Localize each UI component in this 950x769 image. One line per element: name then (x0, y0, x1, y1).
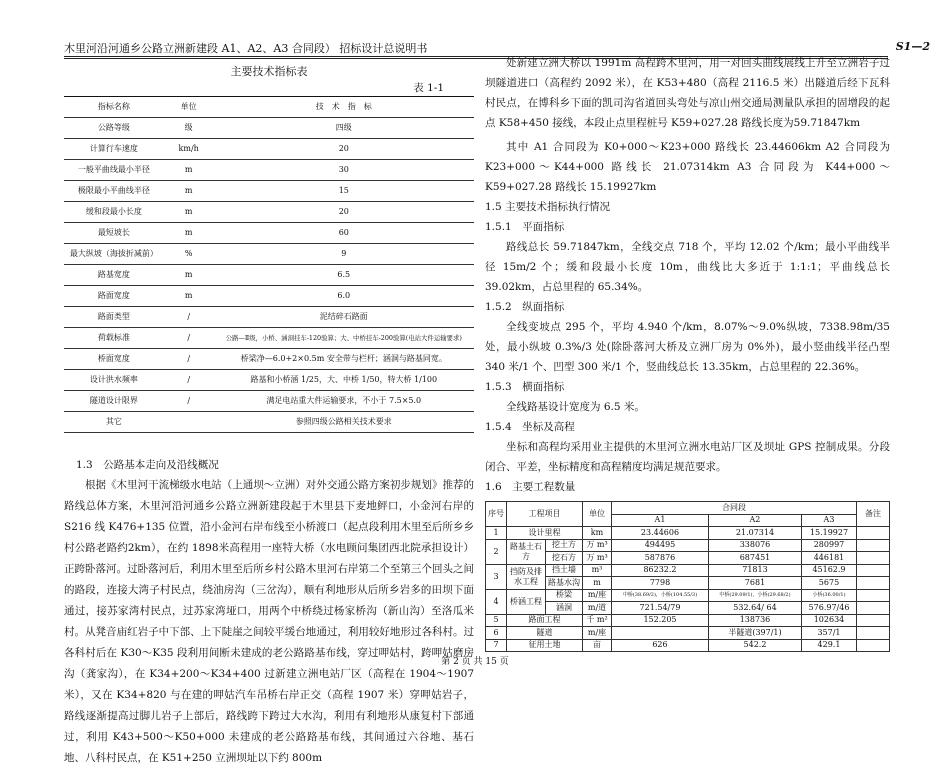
table-cell: 参照四级公路相关技术要求 (214, 412, 474, 433)
table-cell: 指标名称 (64, 97, 164, 118)
cell: 挖土方 (546, 539, 583, 552)
cell: 桥梁 (546, 589, 583, 602)
cell: 6 (486, 627, 507, 640)
cell: 86232.2 (612, 564, 709, 577)
table-cell: % (164, 244, 214, 265)
table-cell: 路基宽度 (64, 265, 164, 286)
table-row (486, 639, 890, 652)
cell: 设计里程 (507, 527, 583, 540)
cell: m/道 (583, 602, 612, 615)
route-paragraph: 处新建立洲大桥以 1991m 高程跨木里河，用一对回头曲线展线上升至立洲岩子过坝隧道进口（高程约 2092 米），在 K53+480（高程 2116.5 米）出隧道后经下瓦科村民点，在博科乡下面的凯司沟省道回头弯处与凉山州交通局测量队承担的固增段的起点 K58+450 接线，本段止点里程桩号 K59+027.28 路线长度为59.71847km (485, 57, 890, 129)
cell: 5 (486, 614, 507, 627)
table-row (486, 627, 890, 640)
header-contract: 合同段 (612, 502, 857, 515)
tech-indicator-table (64, 96, 474, 433)
table-cell: 设计洪水频率 (64, 370, 164, 391)
table-row (486, 602, 890, 615)
section-1-5-title: 1.5 主要技术指标执行情况 (485, 201, 611, 213)
table-cell: 技 术 指 标 (214, 97, 474, 118)
table-row (486, 502, 890, 515)
cell: 2 (486, 539, 507, 564)
section-1-5-3-title: 1.5.3 横面指标 (485, 381, 565, 393)
cell: 桥涵工程 (507, 589, 546, 614)
table-cell: m (164, 202, 214, 223)
section-1-5-4-title: 1.5.4 坐标及高程 (485, 421, 575, 433)
quantities-table (485, 501, 890, 652)
cell: 万 m³ (583, 539, 612, 552)
table-cell: 公路等级 (64, 118, 164, 139)
header-title: 木里河沿河通乡公路立洲新建段 A1、A2、A3 合同段） 招标设计总说明书 (64, 42, 428, 55)
table-row (64, 391, 474, 412)
table-cell: 桥梁净—6.0+2×0.5m 安全带与栏杆；涵洞与路基同宽。 (214, 349, 474, 370)
cell: 429.1 (801, 639, 856, 652)
cell: 千 m² (583, 614, 612, 627)
cell: 挡防及排水工程 (507, 564, 546, 589)
cell (857, 577, 890, 590)
cell: 138736 (708, 614, 801, 627)
table-cell (164, 412, 214, 433)
cell: 中桥(38.69/2)，小桥(104.55/3) (612, 589, 709, 602)
table-row (64, 349, 474, 370)
cell: 亩 (583, 639, 612, 652)
table-row (64, 139, 474, 160)
cell: 5675 (801, 577, 856, 590)
cell: 3 (486, 564, 507, 589)
section-1-6-title: 1.6 主要工程数量 (485, 481, 576, 493)
cell: 687451 (708, 552, 801, 565)
table-row (64, 202, 474, 223)
table-cell: 单位 (164, 97, 214, 118)
table-cell: / (164, 328, 214, 349)
cell (857, 552, 890, 565)
cell (857, 564, 890, 577)
cell: 587876 (612, 552, 709, 565)
cell: 万 m³ (583, 552, 612, 565)
cell (857, 627, 890, 640)
table-row (64, 307, 474, 328)
table-row (64, 244, 474, 265)
table1-number: 表 1-1 (413, 82, 444, 94)
table-cell: 泥结碎石路面 (214, 307, 474, 328)
table-row (64, 265, 474, 286)
cell: 152.205 (612, 614, 709, 627)
table-cell: 一般平曲线最小半径 (64, 160, 164, 181)
cell: 7681 (708, 577, 801, 590)
cell: m/座 (583, 589, 612, 602)
table-row (486, 552, 890, 565)
section-1-5-2-text: 全线变坡点 295 个，平均 4.940 个/km，8.07%～9.0%纵坡，7338.98m/35 处，最小纵坡 0.3%/3 处(除卧落河大桥及立洲厂房为 0%外)，最小竖曲线半径凸型 340 米/1 个、凹型 300 米/1 个，竖曲线总长 13.35km，占总里程的 22.36%。 (485, 321, 890, 373)
table-row (64, 370, 474, 391)
table-cell: / (164, 391, 214, 412)
table-cell: 15 (214, 181, 474, 202)
cell (612, 627, 709, 640)
section-1-5-1-text: 路线总长 59.71847km，全线交点 718 个，平均 12.02 个/km；最小平曲线半径 15m/2 个；缓和段最小长度 10m，曲线比大多近于 1:1:1；平曲线总长 39.02km，占总里程的 65.34%。 (485, 241, 890, 293)
cell: 542.2 (708, 639, 801, 652)
cell (857, 589, 890, 602)
cell (857, 639, 890, 652)
cell: 21.07314 (708, 527, 801, 540)
cell (857, 527, 890, 540)
cell: 征用土地 (507, 639, 583, 652)
cell: 71813 (708, 564, 801, 577)
table-row (64, 328, 474, 349)
table-cell: 隧道设计限界 (64, 391, 164, 412)
cell: 102634 (801, 614, 856, 627)
cell: m³ (583, 564, 612, 577)
table-cell: km/h (164, 139, 214, 160)
table-cell: 30 (214, 160, 474, 181)
cell: 446181 (801, 552, 856, 565)
table-cell: 20 (214, 139, 474, 160)
section-1-5-2-title: 1.5.2 纵面指标 (485, 301, 565, 313)
section-1-5-3-text: 全线路基设计宽度为 6.5 米。 (506, 401, 645, 413)
cell: 路面工程 (507, 614, 583, 627)
cell: 中桥(29.09/1)，小桥(29.68/2) (708, 589, 801, 602)
table-cell: m (164, 160, 214, 181)
cell (857, 614, 890, 627)
table-cell: m (164, 265, 214, 286)
cell: 45162.9 (801, 564, 856, 577)
page-footer: 第 2 页 共 15 页 (441, 657, 509, 667)
table-cell: 路面类型 (64, 307, 164, 328)
header-item: 工程项目 (507, 502, 583, 527)
table-cell: 20 (214, 202, 474, 223)
table-cell: 级 (164, 118, 214, 139)
table-cell: m (164, 286, 214, 307)
right-column (485, 53, 890, 652)
table-cell: 路基和小桥涵 1/25，大、中桥 1/50，特大桥 1/100 (214, 370, 474, 391)
table-cell: 最大纵坡（海拔折减前） (64, 244, 164, 265)
table-cell: 路面宽度 (64, 286, 164, 307)
table-cell: 缓和段最小长度 (64, 202, 164, 223)
cell: m (583, 577, 612, 590)
cell: 357/1 (801, 627, 856, 640)
cell: 15.19927 (801, 527, 856, 540)
table-cell: 荷载标准 (64, 328, 164, 349)
table-cell: 其它 (64, 412, 164, 433)
table-cell: 四级 (214, 118, 474, 139)
cell: 7 (486, 639, 507, 652)
cell: 挡土墙 (546, 564, 583, 577)
cell: m/座 (583, 627, 612, 640)
table-row (486, 589, 890, 602)
cell: 涵洞 (546, 602, 583, 615)
table1-title: 主要技术指标表 (230, 65, 308, 78)
section-1-3-paragraph: 根据《木里河干流梯级水电站（上通坝～立洲）对外交通公路方案初步规划》推荐的路线总体方案，木里河沿河通乡公路立洲新建段起于木里县下麦地鲆口，小金河右岸的 S216 线 K476+135 位置，沿小金河右岸布线至小桥渡口（起点段利用木里至后所乡乡村公路老路约2km），在约 1898米高程用一座特大桥（水电顾问集团西北院承担设计）正跨卧落河。过卧落河后，利用木里至后所乡村公路木里河右岸第二个至第三个回头之间的路段，连接大湾子村民点，绕油房沟（三岔沟），顺有利地形从后所乡岩多的田坝下面通过，接苏家湾村民点，过苏家湾垭口，用两个中桥绕过杨家桥沟（新山沟）至洛瓜米村。从凳音庙红岩子中下部、上下陡崖之间较平缓台地通过，利用较好地形过各科村。过各科村后在 K30～K35 段利用间断未建成的老公路路基布线，穿过呷姑村，跨呷姑磨房沟（龚家沟），在 K34+200～K34+400 过新建立洲电站厂区（高程在 1904～1907 米），又在 K34+820 与在建的呷姑汽车吊桥右岸正交（高程 1907 米）穿呷姑岩子，路线逐渐提高过脚儿岩子上部后，路线跨下跨过大水沟，利用有利地形从康复村下部通过，利用 K43+500～K50+000 未建成的老公路路基布线，其间通过六谷地、基石地、八科村民点，在 K51+250 立洲坝址以下约 800m (64, 479, 474, 764)
table-row (486, 577, 890, 590)
table-cell: 极限最小平曲线半径 (64, 181, 164, 202)
cell: 隧道 (507, 627, 583, 640)
table-row (64, 118, 474, 139)
cell: km (583, 527, 612, 540)
table-row (486, 539, 890, 552)
table-row (64, 181, 474, 202)
header-unit: 单位 (583, 502, 612, 527)
table-cell: 60 (214, 223, 474, 244)
table-cell: 计算行车速度 (64, 139, 164, 160)
table-row (64, 160, 474, 181)
header-seq: 序号 (486, 502, 507, 527)
table-row (64, 286, 474, 307)
table-row (64, 97, 474, 118)
cell: 7798 (612, 577, 709, 590)
cell: 280997 (801, 539, 856, 552)
page-code: S1—2 (895, 40, 930, 53)
cell: 路基土石方 (507, 539, 546, 564)
contract-paragraph: 其中 A1 合同段为 K0+000～K23+000 路线长 23.44606km A2 合同段为 K23+000～K44+000 路线长 21.07314km A3 合同段为 K44+000～K59+027.28 路线长 15.19927km (485, 141, 890, 193)
table-cell: 最短坡长 (64, 223, 164, 244)
table-cell: 9 (214, 244, 474, 265)
cell: 721.54/79 (612, 602, 709, 615)
header-a2: A2 (708, 514, 801, 527)
cell: 338076 (708, 539, 801, 552)
table-cell: / (164, 349, 214, 370)
cell: 576.97/46 (801, 602, 856, 615)
table-cell: / (164, 307, 214, 328)
table-row (486, 564, 890, 577)
table-cell: 6.5 (214, 265, 474, 286)
table-cell: 6.0 (214, 286, 474, 307)
table-row (486, 614, 890, 627)
cell: 494495 (612, 539, 709, 552)
table-cell: m (164, 223, 214, 244)
cell: 626 (612, 639, 709, 652)
header-a1: A1 (612, 514, 709, 527)
section-1-5-1-title: 1.5.1 平面指标 (485, 221, 565, 233)
cell: 半隧道(397/1) (708, 627, 801, 640)
table-row (486, 527, 890, 540)
cell: 挖石方 (546, 552, 583, 565)
section-1-5-4-text: 坐标和高程均采用业主提供的木里河立洲水电站厂区及坝址 GPS 控制成果。分段闭合、平差，坐标精度和高程精度均满足规范要求。 (485, 441, 890, 473)
header-a3: A3 (801, 514, 856, 527)
table-cell: m (164, 181, 214, 202)
table-row (64, 412, 474, 433)
table-cell: / (164, 370, 214, 391)
section-1-3-title: 1.3 公路基本走向及沿线概况 (76, 459, 219, 471)
cell: 路基水沟 (546, 577, 583, 590)
cell: 532.64/ 64 (708, 602, 801, 615)
table-cell: 桥面宽度 (64, 349, 164, 370)
cell: 4 (486, 589, 507, 614)
table-cell: 公路—Ⅱ级，小桥、涵洞挂车-120验算；大、中桥挂车-200验算(电站大件运输要求) (214, 328, 474, 349)
cell: 小桥(36.00/1) (801, 589, 856, 602)
cell (857, 539, 890, 552)
table-row (64, 223, 474, 244)
cell: 23.44606 (612, 527, 709, 540)
table-cell: 满足电站重大件运输要求，不小于 7.5×5.0 (214, 391, 474, 412)
header-note: 备注 (857, 502, 890, 527)
cell: 1 (486, 527, 507, 540)
cell (857, 602, 890, 615)
